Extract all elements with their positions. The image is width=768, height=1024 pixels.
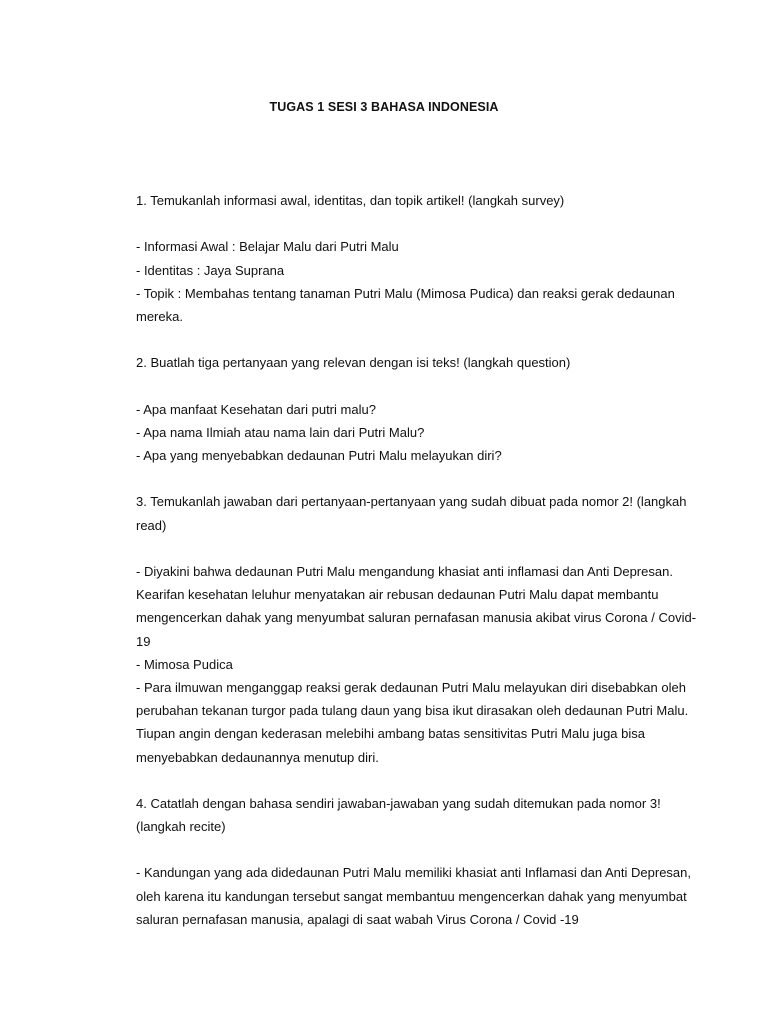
answer-1-line: mereka. (136, 308, 183, 324)
document-body (136, 189, 697, 931)
answer-2-line: - Apa manfaat Kesehatan dari putri malu? (136, 401, 376, 417)
question-4-line: (langkah recite) (136, 819, 226, 835)
answer-3-line: - Para ilmuwan menganggap reaksi gerak dedaunan Putri Malu melayukan diri disebabkan oleh (136, 679, 686, 695)
answer-3-line: - Diyakini bahwa dedaunan Putri Malu mengandung khasiat anti inflamasi dan Anti Depresan. (136, 564, 673, 579)
answer-3-line: 19 (136, 633, 151, 649)
question-2: 2. Buatlah tiga pertanyaan yang relevan dengan isi teks! (langkah question) (136, 355, 571, 371)
answer-1-line: - Informasi Awal : Belajar Malu dari Putri Malu (136, 239, 399, 255)
spacer (136, 467, 684, 490)
question-1: 1. Temukanlah informasi awal, identitas, dan topik artikel! (langkah survey) (136, 193, 565, 208)
answer-2-line: - Apa nama Ilmiah atau nama lain dari Putri Malu? (136, 424, 425, 440)
answer-4-line: oleh karena itu kandungan tersebut sangat membantuu mengencerkan dahak yang menyumbat (136, 888, 687, 904)
answer-3-line: - Mimosa Pudica (136, 656, 233, 672)
answer-2-line: - Apa yang menyebabkan dedaunan Putri Malu melayukan diri? (136, 448, 502, 464)
answer-3-line: mengencerkan dahak yang menyumbat saluran pernafasan manusia akibat virus Corona / Covid- (136, 610, 697, 626)
answer-1-line: - Identitas : Jaya Suprana (136, 262, 285, 278)
question-3-line: read) (136, 517, 167, 533)
question-3-line: 3. Temukanlah jawaban dari pertanyaan-pertanyaan yang sudah dibuat pada nomor 2! (langkah (136, 494, 687, 510)
spacer (136, 328, 684, 351)
answer-3-line: perubahan tekanan turgor pada tulang daun yang bisa ikut dirasakan oleh dedaunan Putri Malu. (136, 703, 689, 719)
answer-4-line: saluran pernafasan manusia, apalagi di saat wabah Virus Corona / Covid -19 (136, 911, 579, 927)
spacer (136, 537, 684, 560)
answer-1-line: - Topik : Membahas tentang tanaman Putri Malu (Mimosa Pudica) dan reaksi gerak dedaunan (136, 285, 675, 301)
document-title: TUGAS 1 SESI 3 BAHASA INDONESIA (269, 100, 499, 114)
spacer (136, 838, 684, 861)
spacer (136, 769, 684, 792)
spacer (136, 212, 684, 235)
question-4-line: 4. Catatlah dengan bahasa sendiri jawaban-jawaban yang sudah ditemukan pada nomor 3! (136, 795, 661, 811)
answer-3-line: menyebabkan dedaunannya menutup diri. (136, 749, 379, 765)
answer-4-line: - Kandungan yang ada didedaunan Putri Malu memiliki khasiat anti Inflamasi dan Anti Depresan, (136, 865, 692, 881)
spacer (136, 375, 684, 398)
answer-3-line: Kearifan kesehatan leluhur menyatakan air rebusan dedaunan Putri Malu dapat membantu (136, 587, 659, 603)
answer-3-line: Tiupan angin dengan kederasan melebihi ambang batas sensitivitas Putri Malu juga bisa (136, 726, 645, 742)
